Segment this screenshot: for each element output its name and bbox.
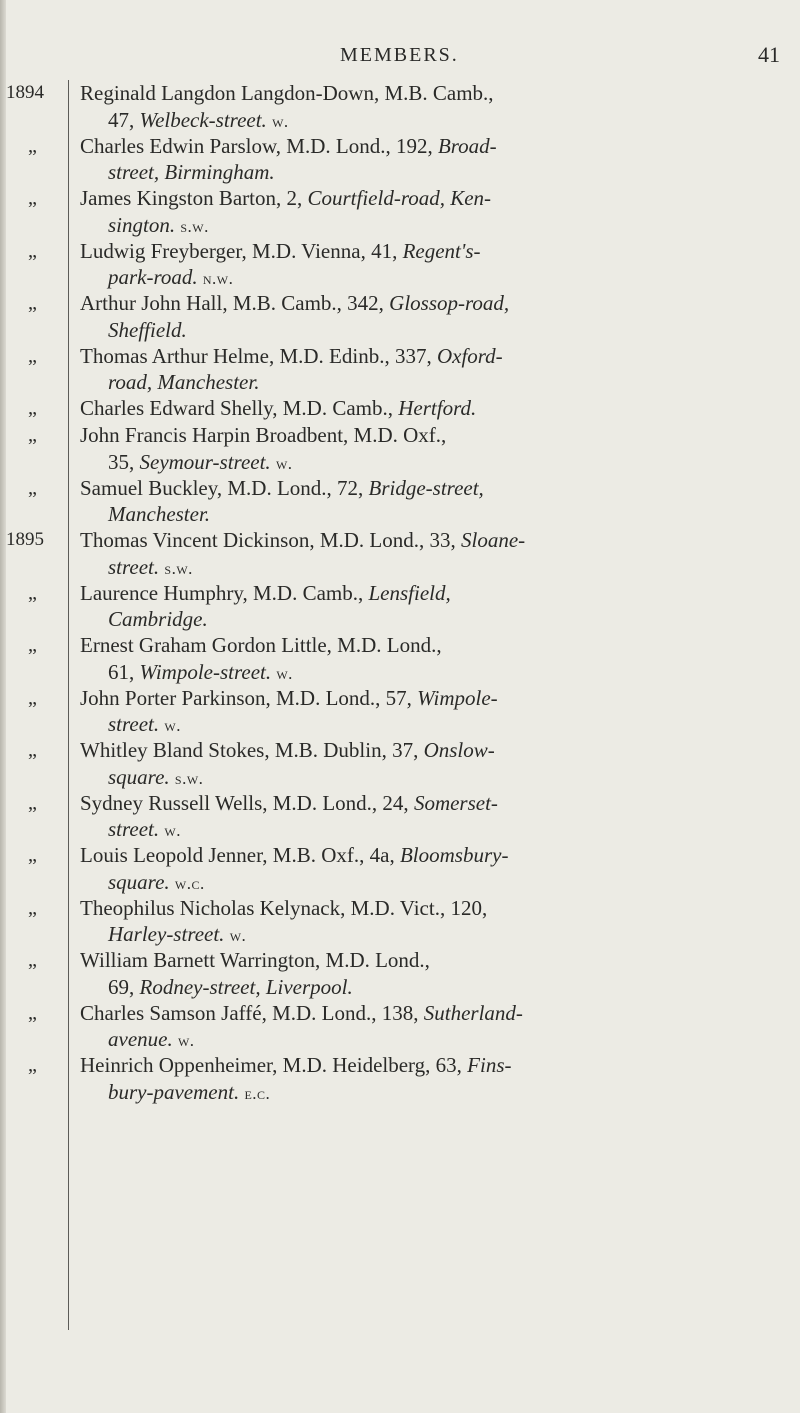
member-entry [0,343,800,396]
member-name: Charles Edwin Parslow, M.D. Lond., 192, [80,133,433,158]
member-entry [0,475,800,528]
postal-district: s.w. [174,768,204,788]
member-address-cont: avenue. [108,1027,173,1051]
ditto-mark: „ [28,1001,37,1024]
member-name: Louis Leopold Jenner, M.B. Oxf., 4a, [80,843,395,867]
member-address: Fins- [467,1053,512,1077]
election-year: 1895 [6,529,44,550]
postal-district: s.w. [180,216,209,236]
member-address: Sloane- [460,528,526,552]
member-name: James Kingston Barton, 2, [80,186,303,210]
member-address-cont: Cambridge. [108,607,208,631]
entry-text [80,395,780,422]
entry-text [80,685,780,740]
member-list [0,80,800,1105]
member-address-cont: square. [108,764,170,789]
entry-text [80,790,780,845]
entry-text [80,632,780,687]
postal-district: s.w. [164,558,193,578]
ditto-mark: „ [28,187,37,209]
member-entry [0,842,800,895]
running-head: MEMBERS. [340,44,459,66]
member-entry [0,290,800,343]
page-header [0,44,800,74]
member-name: Arthur John Hall, M.B. Camb., 342, [80,291,384,315]
ditto-mark: „ [28,844,37,866]
member-name: John Francis Harpin Broadbent, M.D. Oxf., [80,423,447,447]
member-address: Onslow- [423,738,495,762]
member-name: Reginald Langdon Langdon-Down, M.B. Camb., [80,81,494,105]
member-name: Sydney Russell Wells, M.D. Lond., 24, [80,790,409,815]
member-entry [0,737,800,790]
entry-text [80,895,780,950]
member-entry [0,80,800,133]
entry-text [80,185,780,240]
entry-text [80,527,780,582]
member-entry [0,1052,800,1105]
postal-district: w. [164,821,181,840]
postal-district: w. [164,716,181,735]
member-name: Charles Samson Jaffé, M.D. Lond., 138, [80,1000,419,1025]
ditto-mark: „ [28,424,37,446]
member-entry [0,527,800,580]
entry-text [80,1052,780,1107]
member-name: John Porter Parkinson, M.D. Lond., 57, [80,685,412,710]
member-address: Sutherland- [423,1000,523,1025]
member-address-cont: park-road. [108,265,198,289]
member-entry [0,580,800,633]
election-year: 1894 [6,82,44,103]
ditto-mark: „ [28,344,37,367]
member-address: Somerset- [413,790,498,815]
postal-district: w. [272,111,289,131]
member-address-cont: street, Birmingham. [108,160,275,184]
member-address-cont: street. [108,712,160,736]
member-address: Lensfield, [368,580,451,605]
street-number: 47, [108,107,135,132]
member-address: Rodney-street, Liverpool. [139,974,353,999]
member-address-cont: street. [108,554,160,579]
member-name: Thomas Vincent Dickinson, M.D. Lond., 33, [80,528,456,552]
member-address: Glossop-road, [389,291,510,315]
member-name: William Barnett Warrington, M.D. Lond., [80,948,430,972]
member-name: Charles Edward Shelly, M.D. Camb., [80,396,394,420]
entry-text [80,80,780,135]
member-address: Seymour-street. [139,449,271,474]
member-address: Harley-street. [108,922,225,946]
entry-text [80,580,780,633]
entry-text [80,422,780,477]
member-entry [0,185,800,238]
postal-district: w. [177,1031,195,1050]
member-address-cont: bury-pavement. [108,1079,240,1104]
member-entry [0,947,800,1000]
member-entry [0,422,800,475]
member-address: Wimpole-street. [139,659,272,684]
ditto-mark: „ [28,581,37,604]
entry-text [80,842,780,897]
member-entry [0,895,800,948]
ditto-mark: „ [28,292,37,314]
member-entry [0,1000,800,1053]
member-entry [0,395,800,422]
ditto-mark: „ [28,949,37,971]
member-entry [0,238,800,291]
street-number: 35, [108,449,135,474]
member-address: Bloomsbury- [399,843,509,867]
member-entry [0,133,800,186]
ditto-mark: „ [28,476,37,499]
postal-district: w.c. [174,873,205,893]
ditto-mark: „ [28,791,37,814]
member-address: Bridge-street, [368,475,484,500]
member-address-cont: Manchester. [108,502,211,526]
member-entry [0,685,800,738]
page-number: 41 [758,42,780,67]
postal-district: w. [276,663,293,683]
member-entry [0,790,800,843]
entry-text [80,947,780,1000]
member-address: Oxford- [436,343,503,368]
street-number: 69, [108,974,135,999]
entry-text [80,737,780,792]
ditto-mark: „ [28,896,37,919]
member-address: Hertford. [398,396,477,420]
ditto-mark: „ [28,686,37,709]
member-address: Regent's- [402,238,481,263]
member-name: Ludwig Freyberger, M.D. Vienna, 41, [80,238,398,263]
member-name: Heinrich Oppenheimer, M.D. Heidelberg, 63, [80,1053,462,1077]
entry-text [80,475,780,528]
postal-district: e.c. [244,1083,271,1103]
member-address-cont: street. [108,817,160,841]
member-address-cont: road, Manchester. [108,370,260,394]
entry-text [80,343,780,396]
ditto-mark: „ [28,634,37,656]
postal-district: n.w. [202,269,234,288]
entry-text [80,133,780,186]
member-name: Laurence Humphry, M.D. Camb., [80,580,364,605]
entry-text [80,1000,780,1055]
postal-district: w. [229,926,247,945]
member-name: Samuel Buckley, M.D. Lond., 72, [80,475,364,500]
ditto-mark: „ [28,1054,37,1076]
postal-district: w. [275,453,293,473]
ditto-mark: „ [28,397,37,419]
member-entry [0,632,800,685]
member-address: Wimpole- [417,685,498,710]
ditto-mark: „ [28,739,37,761]
ditto-mark: „ [28,239,37,262]
member-name: Ernest Graham Gordon Little, M.D. Lond., [80,633,442,657]
entry-text [80,238,780,293]
member-name: Thomas Arthur Helme, M.D. Edinb., 337, [80,343,432,368]
member-name: Whitley Bland Stokes, M.B. Dublin, 37, [80,738,419,762]
member-name: Theophilus Nicholas Kelynack, M.D. Vict., 120, [80,895,488,920]
street-number: 61, [108,659,135,684]
member-address-cont: square. [108,869,170,894]
member-address: Courtfield-road, Ken- [307,186,492,210]
member-address: Broad- [437,133,497,158]
ditto-mark: „ [28,134,37,157]
member-address: Welbeck-street. [139,107,267,132]
member-address-cont: sington. [108,212,176,237]
member-address-cont: Sheffield. [108,317,187,342]
entry-text [80,290,780,343]
